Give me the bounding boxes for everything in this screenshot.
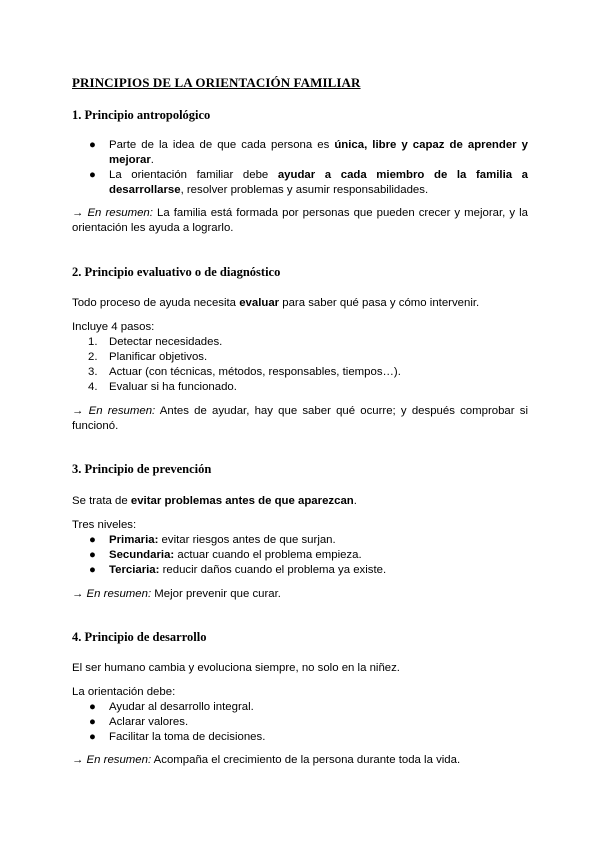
bullet-icon: ● [89,139,96,151]
section-1-heading: 1. Principio antropológico [72,108,211,122]
section-2-heading: 2. Principio evaluativo o de diagnóstico [72,265,281,279]
list-item: 4. Evaluar si ha funcionado. [88,381,237,393]
bullet-icon: ● [89,731,96,743]
section-4-list [72,700,528,745]
bullet-icon: ● [89,564,96,576]
section-3-summary: → En resumen: Mejor prevenir que curar. [72,588,281,600]
list-item: 1. Detectar necesidades. [88,336,223,348]
bullet-icon: ● [89,169,96,181]
list-item: ● Parte de la idea de que cada persona es única, libre y capaz de aprender y mejorar. [89,139,528,166]
bullet-icon: ● [89,549,96,561]
bullet-icon: ● [89,534,96,546]
list-item: ● Ayudar al desarrollo integral. [89,701,254,713]
page-title: PRINCIPIOS DE LA ORIENTACIÓN FAMILIAR [72,75,361,90]
section-3-intro: Se trata de evitar problemas antes de que aparezcan. [72,495,357,507]
section-4-list-intro: La orientación debe: [72,686,176,698]
bullet-icon: ● [89,701,96,713]
section-4-heading: 4. Principio de desarrollo [72,630,207,644]
section-4-intro: El ser humano cambia y evoluciona siempre, no solo en la niñez. [72,662,400,674]
section-2-steps [72,335,528,395]
bullet-icon: ● [89,716,96,728]
list-item: ● Secundaria: actuar cuando el problema empieza. [89,549,362,561]
list-item: ● Terciaria: reducir daños cuando el problema ya existe. [89,564,387,576]
list-item: 3. Actuar (con técnicas, métodos, responsables, tiempos…). [88,366,401,378]
list-item: ● Facilitar la toma de decisiones. [89,731,266,743]
section-1-list [72,138,528,198]
section-2-steps-intro: Incluye 4 pasos: [72,321,155,333]
list-item: ● Aclarar valores. [89,716,189,728]
section-2-summary: → En resumen: Antes de ayudar, hay que saber qué ocurre; y después comprobar si funcionó. [72,405,528,432]
section-1-summary: → En resumen: La familia está formada por personas que pueden crecer y mejorar, y la orientación les ayuda a lograrlo. [72,207,528,234]
section-3-levels [72,533,528,578]
list-item: 2. Planificar objetivos. [88,351,208,363]
section-4-summary: → En resumen: Acompaña el crecimiento de la persona durante toda la vida. [72,754,461,766]
section-2-intro: Todo proceso de ayuda necesita evaluar para saber qué pasa y cómo intervenir. [72,297,480,309]
list-item: ● La orientación familiar debe ayudar a cada miembro de la familia a desarrollarse, resolver problemas y asumir responsabilidades. [89,169,528,196]
section-3-heading: 3. Principio de prevención [72,462,212,476]
section-3-levels-intro: Tres niveles: [72,519,137,531]
list-item: ● Primaria: evitar riesgos antes de que surjan. [89,534,336,546]
